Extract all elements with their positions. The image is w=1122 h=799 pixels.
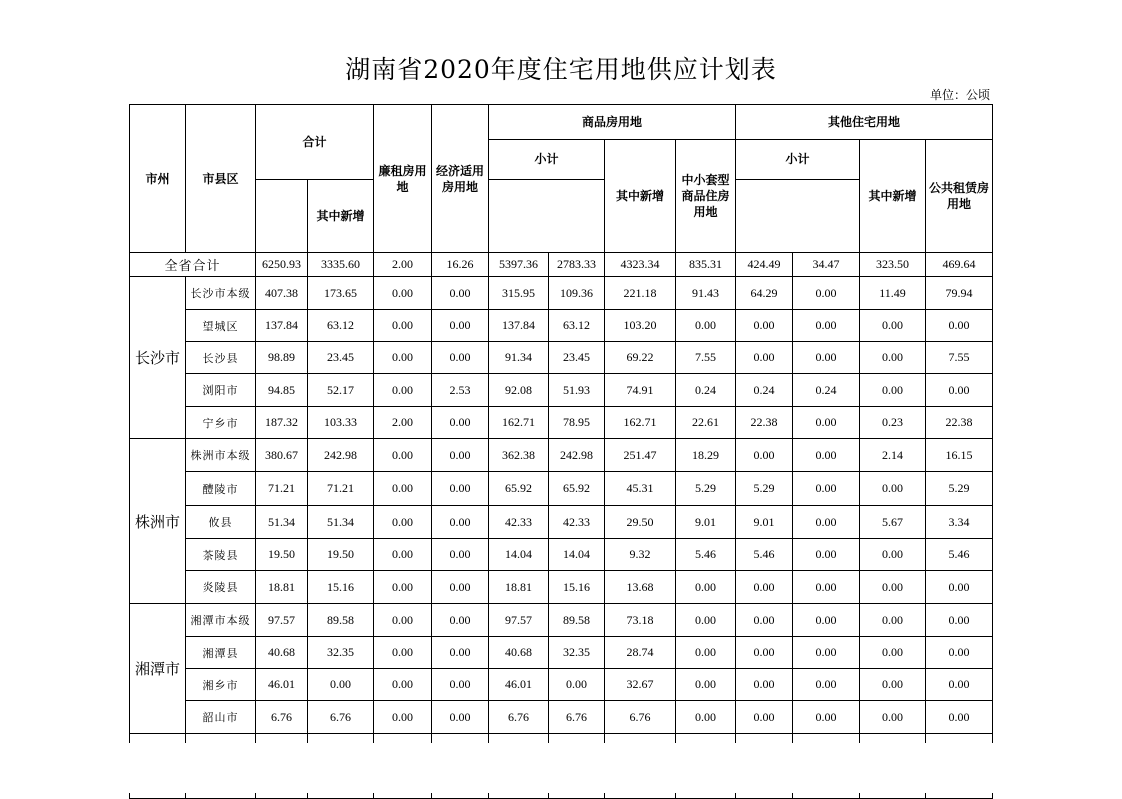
value-cell: 2.14: [860, 439, 926, 472]
province-total-value: 5397.36: [489, 253, 549, 277]
value-cell: 0.00: [736, 604, 793, 637]
header-commercial-subtotal-blank: [489, 179, 605, 252]
value-cell: 0.00: [926, 637, 993, 669]
value-cell: 0.00: [432, 310, 489, 342]
page-title: 湖南省2020年度住宅用地供应计划表: [345, 55, 777, 84]
value-cell: 0.00: [374, 637, 432, 669]
value-cell: 0.00: [374, 571, 432, 604]
table-row: [130, 342, 993, 374]
value-cell: 0.00: [793, 539, 860, 571]
value-cell: 51.34: [308, 506, 374, 539]
value-cell: 45.31: [605, 472, 676, 506]
value-cell: 0.00: [432, 439, 489, 472]
province-total-value: 424.49: [736, 253, 793, 277]
land-supply-table: [129, 104, 993, 799]
county-cell: 宁乡市: [186, 407, 256, 439]
value-cell: 32.35: [549, 637, 605, 669]
value-cell: 63.12: [549, 310, 605, 342]
province-total-value: 323.50: [860, 253, 926, 277]
value-cell: 9.01: [676, 506, 736, 539]
header-other-new: 其中新增: [860, 140, 926, 253]
county-cell: 韶山市: [186, 701, 256, 734]
table-row: [130, 439, 993, 472]
value-cell: 0.00: [676, 571, 736, 604]
province-total-value: 2783.33: [549, 253, 605, 277]
province-total-row: [130, 253, 993, 277]
province-total-value: 16.26: [432, 253, 489, 277]
value-cell: 40.68: [489, 637, 549, 669]
header-other: 其他住宅用地: [736, 105, 993, 140]
value-cell: 162.71: [605, 407, 676, 439]
value-cell: 9.32: [605, 539, 676, 571]
value-cell: 0.00: [374, 701, 432, 734]
value-cell: 103.33: [308, 407, 374, 439]
value-cell: 0.00: [676, 669, 736, 701]
province-total-value: 835.31: [676, 253, 736, 277]
page-cutoff: [129, 743, 993, 793]
value-cell: 29.50: [605, 506, 676, 539]
table-row: [130, 374, 993, 407]
value-cell: 97.57: [256, 604, 308, 637]
value-cell: 0.24: [736, 374, 793, 407]
value-cell: 5.29: [926, 472, 993, 506]
header-commercial-subtotal: 小计: [489, 140, 605, 180]
value-cell: 407.38: [256, 277, 308, 310]
value-cell: 5.46: [926, 539, 993, 571]
value-cell: 22.61: [676, 407, 736, 439]
value-cell: 0.00: [432, 506, 489, 539]
value-cell: 0.00: [374, 342, 432, 374]
header-county: 市县区: [186, 105, 256, 253]
value-cell: 2.00: [374, 407, 432, 439]
province-total-label: 全省合计: [130, 253, 256, 277]
value-cell: 362.38: [489, 439, 549, 472]
value-cell: 51.34: [256, 506, 308, 539]
value-cell: 0.00: [308, 669, 374, 701]
value-cell: 5.67: [860, 506, 926, 539]
value-cell: 32.67: [605, 669, 676, 701]
city-cell: 长沙市: [130, 277, 186, 439]
value-cell: 28.74: [605, 637, 676, 669]
value-cell: 71.21: [256, 472, 308, 506]
value-cell: 19.50: [308, 539, 374, 571]
value-cell: 137.84: [489, 310, 549, 342]
value-cell: 0.00: [860, 571, 926, 604]
value-cell: 251.47: [605, 439, 676, 472]
value-cell: 0.00: [432, 407, 489, 439]
value-cell: 0.00: [736, 342, 793, 374]
value-cell: 14.04: [549, 539, 605, 571]
county-cell: 炎陵县: [186, 571, 256, 604]
value-cell: 0.00: [432, 701, 489, 734]
table-row: [130, 506, 993, 539]
value-cell: 46.01: [256, 669, 308, 701]
value-cell: 15.16: [549, 571, 605, 604]
value-cell: 23.45: [308, 342, 374, 374]
value-cell: 22.38: [926, 407, 993, 439]
value-cell: 242.98: [308, 439, 374, 472]
value-cell: 51.93: [549, 374, 605, 407]
value-cell: 0.00: [374, 310, 432, 342]
value-cell: 0.23: [860, 407, 926, 439]
value-cell: 0.00: [374, 669, 432, 701]
value-cell: 5.46: [676, 539, 736, 571]
value-cell: 0.00: [432, 669, 489, 701]
county-cell: 长沙市本级: [186, 277, 256, 310]
header-commercial-new: 其中新增: [605, 140, 676, 253]
value-cell: 0.00: [860, 539, 926, 571]
table-body: [130, 253, 993, 799]
value-cell: 78.95: [549, 407, 605, 439]
value-cell: 0.00: [793, 310, 860, 342]
value-cell: 0.00: [926, 310, 993, 342]
value-cell: 91.34: [489, 342, 549, 374]
value-cell: 0.00: [374, 277, 432, 310]
table-row: [130, 637, 993, 669]
value-cell: 64.29: [736, 277, 793, 310]
value-cell: 0.00: [926, 374, 993, 407]
value-cell: 0.00: [926, 669, 993, 701]
value-cell: 5.46: [736, 539, 793, 571]
value-cell: 23.45: [549, 342, 605, 374]
value-cell: 0.00: [374, 506, 432, 539]
value-cell: 242.98: [549, 439, 605, 472]
value-cell: 103.20: [605, 310, 676, 342]
table-row: [130, 669, 993, 701]
value-cell: 2.53: [432, 374, 489, 407]
value-cell: 7.55: [676, 342, 736, 374]
value-cell: 7.55: [926, 342, 993, 374]
value-cell: 380.67: [256, 439, 308, 472]
province-total-value: 4323.34: [605, 253, 676, 277]
value-cell: 42.33: [489, 506, 549, 539]
value-cell: 11.49: [860, 277, 926, 310]
header-total-blank: [256, 179, 308, 252]
value-cell: 91.43: [676, 277, 736, 310]
value-cell: 52.17: [308, 374, 374, 407]
value-cell: 6.76: [605, 701, 676, 734]
header-total-new: 其中新增: [308, 179, 374, 252]
value-cell: 0.24: [676, 374, 736, 407]
value-cell: 0.00: [860, 342, 926, 374]
value-cell: 40.68: [256, 637, 308, 669]
table-row: [130, 407, 993, 439]
unit-label: 单位：公顷: [929, 88, 990, 102]
value-cell: 0.00: [432, 342, 489, 374]
value-cell: 73.18: [605, 604, 676, 637]
county-cell: 醴陵市: [186, 472, 256, 506]
value-cell: 0.00: [432, 571, 489, 604]
table-row: [130, 277, 993, 310]
value-cell: 69.22: [605, 342, 676, 374]
value-cell: 0.00: [676, 604, 736, 637]
value-cell: 0.00: [374, 439, 432, 472]
value-cell: 0.00: [432, 637, 489, 669]
province-total-value: 3335.60: [308, 253, 374, 277]
value-cell: 0.00: [736, 439, 793, 472]
county-cell: 攸县: [186, 506, 256, 539]
value-cell: 0.00: [793, 604, 860, 637]
header-commercial: 商品房用地: [489, 105, 736, 140]
county-cell: 长沙县: [186, 342, 256, 374]
value-cell: 0.00: [926, 571, 993, 604]
city-cell: 株洲市: [130, 439, 186, 604]
value-cell: 0.00: [736, 571, 793, 604]
value-cell: 65.92: [549, 472, 605, 506]
value-cell: 89.58: [549, 604, 605, 637]
value-cell: 173.65: [308, 277, 374, 310]
value-cell: 0.00: [676, 637, 736, 669]
value-cell: 18.81: [256, 571, 308, 604]
value-cell: 0.00: [374, 374, 432, 407]
table-header: [130, 105, 993, 253]
header-other-subtotal: 小计: [736, 140, 860, 180]
value-cell: 5.29: [676, 472, 736, 506]
value-cell: 0.00: [860, 669, 926, 701]
header-total: 合计: [256, 105, 374, 180]
value-cell: 0.00: [432, 604, 489, 637]
county-cell: 茶陵县: [186, 539, 256, 571]
value-cell: 89.58: [308, 604, 374, 637]
value-cell: 74.91: [605, 374, 676, 407]
county-cell: 望城区: [186, 310, 256, 342]
province-total-value: 34.47: [793, 253, 860, 277]
value-cell: 6.76: [549, 701, 605, 734]
value-cell: 5.29: [736, 472, 793, 506]
value-cell: 16.15: [926, 439, 993, 472]
value-cell: 0.00: [926, 701, 993, 734]
city-cell: 湘潭市: [130, 604, 186, 734]
value-cell: 6.76: [489, 701, 549, 734]
value-cell: 0.00: [860, 374, 926, 407]
header-lowrent: 廉租房用地: [374, 105, 432, 253]
county-cell: 湘潭县: [186, 637, 256, 669]
county-cell: 株洲市本级: [186, 439, 256, 472]
value-cell: 0.00: [860, 310, 926, 342]
header-economic: 经济适用房用地: [432, 105, 489, 253]
value-cell: 65.92: [489, 472, 549, 506]
value-cell: 0.00: [736, 669, 793, 701]
value-cell: 0.00: [793, 701, 860, 734]
value-cell: 0.00: [860, 472, 926, 506]
value-cell: 109.36: [549, 277, 605, 310]
value-cell: 0.00: [860, 637, 926, 669]
value-cell: 6.76: [308, 701, 374, 734]
value-cell: 19.50: [256, 539, 308, 571]
value-cell: 0.00: [676, 701, 736, 734]
value-cell: 71.21: [308, 472, 374, 506]
value-cell: 79.94: [926, 277, 993, 310]
value-cell: 0.00: [793, 571, 860, 604]
value-cell: 3.34: [926, 506, 993, 539]
value-cell: 0.00: [793, 439, 860, 472]
table-row: [130, 310, 993, 342]
value-cell: 0.00: [374, 604, 432, 637]
value-cell: 94.85: [256, 374, 308, 407]
value-cell: 162.71: [489, 407, 549, 439]
value-cell: 0.00: [860, 604, 926, 637]
header-commercial-small: 中小套型商品住房用地: [676, 140, 736, 253]
table-row: [130, 472, 993, 506]
value-cell: 97.57: [489, 604, 549, 637]
table-row: [130, 701, 993, 734]
value-cell: 0.00: [926, 604, 993, 637]
province-total-value: 6250.93: [256, 253, 308, 277]
value-cell: 0.00: [736, 701, 793, 734]
value-cell: 0.00: [549, 669, 605, 701]
value-cell: 18.81: [489, 571, 549, 604]
value-cell: 15.16: [308, 571, 374, 604]
table-row: [130, 604, 993, 637]
county-cell: 浏阳市: [186, 374, 256, 407]
value-cell: 0.00: [793, 407, 860, 439]
province-total-value: 469.64: [926, 253, 993, 277]
value-cell: 0.00: [736, 310, 793, 342]
value-cell: 22.38: [736, 407, 793, 439]
value-cell: 13.68: [605, 571, 676, 604]
value-cell: 46.01: [489, 669, 549, 701]
value-cell: 0.00: [736, 637, 793, 669]
value-cell: 0.00: [793, 669, 860, 701]
value-cell: 32.35: [308, 637, 374, 669]
header-other-subtotal-blank: [736, 179, 860, 252]
value-cell: 315.95: [489, 277, 549, 310]
header-city: 市州: [130, 105, 186, 253]
county-cell: 湘乡市: [186, 669, 256, 701]
value-cell: 137.84: [256, 310, 308, 342]
table-row: [130, 571, 993, 604]
value-cell: 0.00: [793, 472, 860, 506]
value-cell: 42.33: [549, 506, 605, 539]
value-cell: 0.00: [793, 342, 860, 374]
value-cell: 0.00: [793, 506, 860, 539]
value-cell: 0.00: [374, 539, 432, 571]
value-cell: 63.12: [308, 310, 374, 342]
value-cell: 0.00: [793, 637, 860, 669]
province-total-value: 2.00: [374, 253, 432, 277]
value-cell: 0.00: [374, 472, 432, 506]
value-cell: 0.00: [860, 701, 926, 734]
table-row: [130, 539, 993, 571]
county-cell: 湘潭市本级: [186, 604, 256, 637]
value-cell: 0.00: [432, 472, 489, 506]
header-public-rental: 公共租赁房用地: [926, 140, 993, 253]
value-cell: 187.32: [256, 407, 308, 439]
value-cell: 0.00: [793, 277, 860, 310]
value-cell: 0.00: [432, 277, 489, 310]
value-cell: 14.04: [489, 539, 549, 571]
value-cell: 0.00: [432, 539, 489, 571]
value-cell: 18.29: [676, 439, 736, 472]
value-cell: 98.89: [256, 342, 308, 374]
value-cell: 221.18: [605, 277, 676, 310]
value-cell: 0.00: [676, 310, 736, 342]
value-cell: 92.08: [489, 374, 549, 407]
value-cell: 6.76: [256, 701, 308, 734]
value-cell: 9.01: [736, 506, 793, 539]
value-cell: 0.24: [793, 374, 860, 407]
